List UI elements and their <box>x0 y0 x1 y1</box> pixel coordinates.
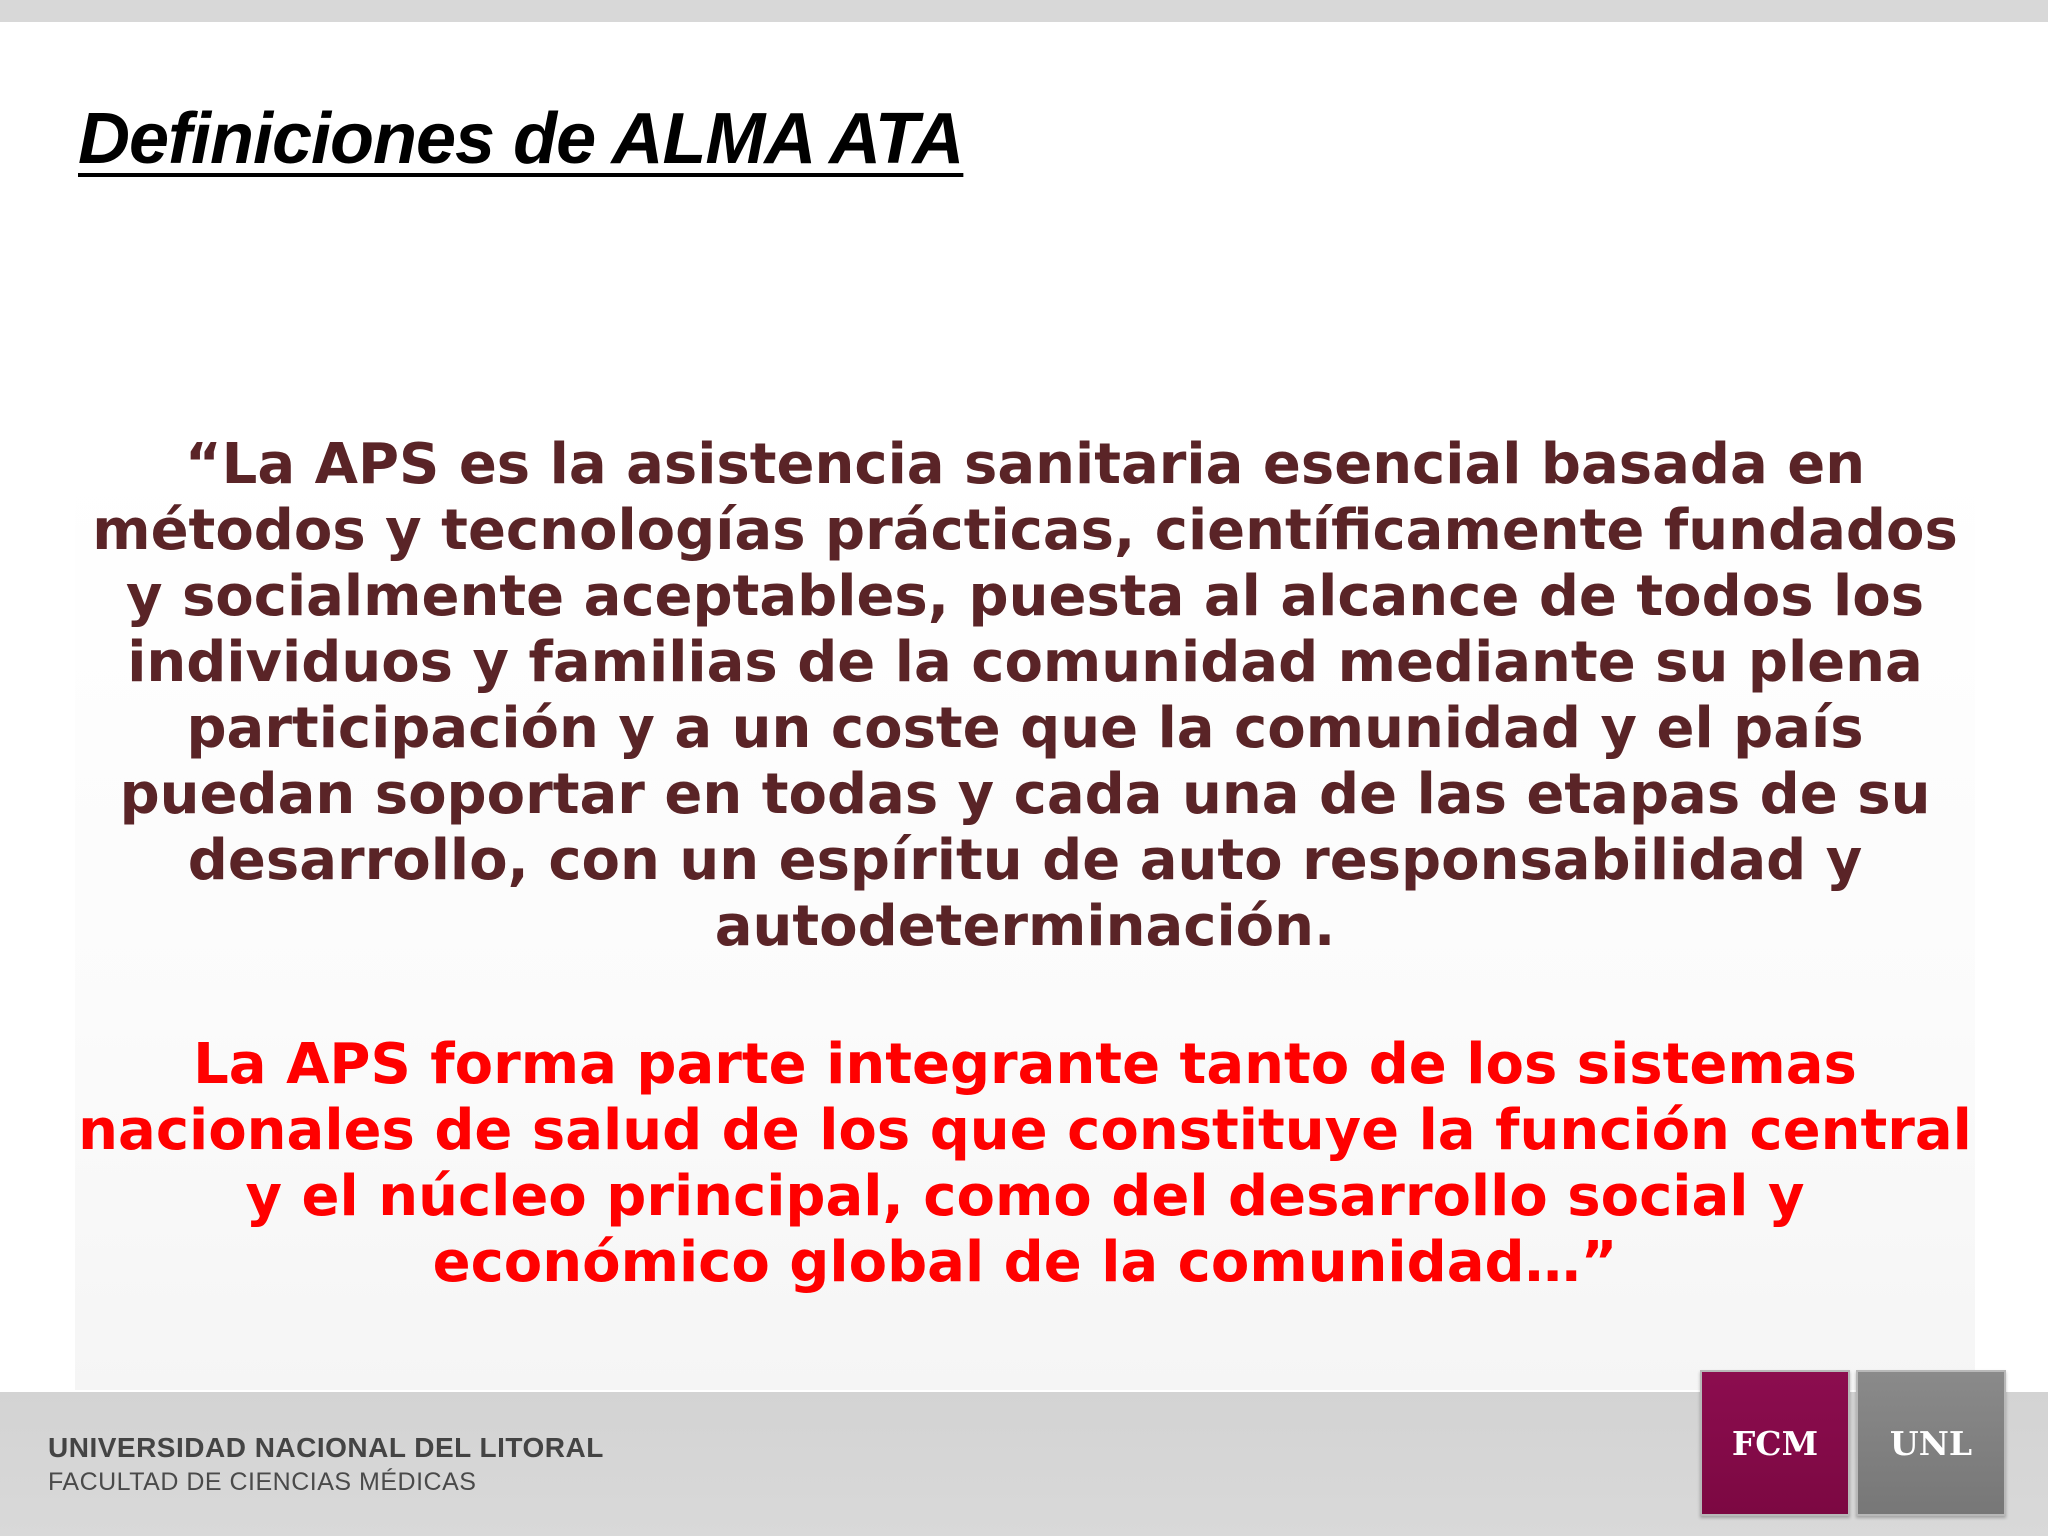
fcm-logo-badge: FCM <box>1700 1370 1850 1516</box>
quote-highlight-paragraph: La APS forma parte integrante tanto de los sistemas nacionales de salud de los que constituye la función central y el núcleo principal, como del desarrollo social y económico global de la comunidad…” <box>78 1032 1972 1295</box>
footer-faculty-name: FACULTAD DE CIENCIAS MÉDICAS <box>48 1468 477 1496</box>
unl-logo-badge: UNL <box>1856 1370 2006 1516</box>
slide-title: Definiciones de ALMA ATA <box>78 99 964 179</box>
top-strip <box>0 0 2048 22</box>
quote-main-paragraph: “La APS es la asistencia sanitaria esencial basada en métodos y tecnologías prácticas, científicamente fundados y socialmente aceptables, puesta al alcance de todos los individuos y familias de la comunidad mediante su plena participación y a un coste que la comunidad y el país puedan soportar en todas y cada una de las etapas de su desarrollo, con un espíritu de auto responsabilidad y autodeterminación. <box>92 432 1958 959</box>
footer-university-name: UNIVERSIDAD NACIONAL DEL LITORAL <box>48 1432 604 1463</box>
